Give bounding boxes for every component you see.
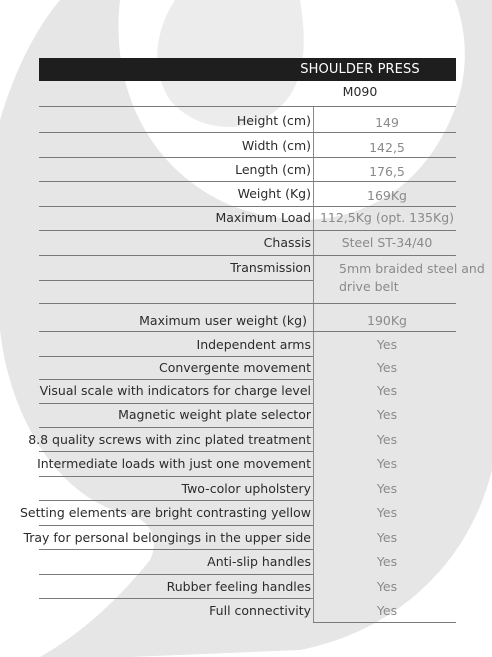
spec-value: Yes bbox=[376, 554, 398, 569]
row-rule bbox=[39, 500, 313, 501]
spec-value: Yes bbox=[376, 579, 398, 594]
row-rule bbox=[39, 206, 456, 207]
model-code: M090 bbox=[342, 84, 378, 99]
spec-value: Yes bbox=[376, 360, 398, 375]
row-rule bbox=[39, 379, 313, 380]
spec-value: Yes bbox=[376, 530, 398, 545]
spec-value: 149 bbox=[375, 115, 399, 130]
spec-value: 112,5Kg (opt. 135Kg) bbox=[319, 210, 455, 225]
spec-label: Rubber feeling handles bbox=[166, 579, 311, 594]
spec-value: Yes bbox=[376, 337, 398, 352]
spec-label: Visual scale with indicators for charge level bbox=[39, 383, 311, 398]
table-bottom-rule bbox=[313, 622, 456, 623]
table-top-rule bbox=[39, 106, 456, 107]
spec-label: Two-color upholstery bbox=[181, 481, 311, 496]
row-rule bbox=[39, 230, 456, 231]
spec-value: Steel ST-34/40 bbox=[341, 235, 433, 250]
spec-label: Length (cm) bbox=[235, 162, 311, 177]
row-rule bbox=[39, 574, 313, 575]
spec-label: Height (cm) bbox=[236, 113, 311, 128]
spec-label: Transmission bbox=[230, 260, 311, 275]
row-rule bbox=[39, 132, 456, 133]
row-rule bbox=[39, 181, 456, 182]
spec-value: 190Kg bbox=[367, 313, 407, 328]
spec-label: 8.8 quality screws with zinc plated treatment bbox=[28, 432, 311, 447]
row-rule bbox=[39, 331, 456, 332]
spec-label: Width (cm) bbox=[241, 138, 311, 153]
spec-label: Independent arms bbox=[196, 337, 311, 352]
row-rule bbox=[39, 549, 313, 550]
spec-label: Maximum user weight (kg) bbox=[139, 313, 307, 328]
row-rule bbox=[39, 403, 313, 404]
spec-value: Yes bbox=[376, 456, 398, 471]
row-rule bbox=[39, 451, 313, 452]
spec-value: Yes bbox=[376, 603, 398, 618]
spec-label: Anti-slip handles bbox=[207, 554, 311, 569]
spec-label: Intermediate loads with just one movement bbox=[37, 456, 311, 471]
row-rule bbox=[39, 427, 313, 428]
spec-value: 176,5 bbox=[369, 164, 405, 179]
spec-value: 142,5 bbox=[369, 140, 405, 155]
spec-label: Full connectivity bbox=[209, 603, 311, 618]
row-rule bbox=[39, 157, 456, 158]
spec-value: Yes bbox=[376, 505, 398, 520]
spec-label: Convergente movement bbox=[158, 360, 311, 375]
row-rule bbox=[39, 598, 313, 599]
row-rule bbox=[39, 303, 456, 304]
spec-value: Yes bbox=[376, 432, 398, 447]
spec-label: Weight (Kg) bbox=[237, 186, 311, 201]
column-divider bbox=[313, 107, 314, 623]
spec-value: Yes bbox=[376, 407, 398, 422]
spec-label: Magnetic weight plate selector bbox=[118, 407, 311, 422]
spec-value: Yes bbox=[376, 383, 398, 398]
row-rule bbox=[39, 280, 313, 281]
spec-label: Tray for personal belongings in the upper side bbox=[23, 530, 311, 545]
row-rule bbox=[39, 476, 313, 477]
product-title: SHOULDER PRESS bbox=[300, 62, 420, 77]
row-rule bbox=[39, 356, 313, 357]
row-rule bbox=[39, 255, 456, 256]
spec-value: 5mm braided steel and drive belt bbox=[339, 261, 485, 294]
row-rule bbox=[39, 525, 313, 526]
spec-label: Chassis bbox=[263, 235, 311, 250]
spec-label: Maximum Load bbox=[215, 210, 311, 225]
spec-value: Yes bbox=[376, 481, 398, 496]
spec-label: Setting elements are bright contrasting yellow bbox=[20, 505, 311, 520]
spec-value: 169Kg bbox=[367, 188, 407, 203]
